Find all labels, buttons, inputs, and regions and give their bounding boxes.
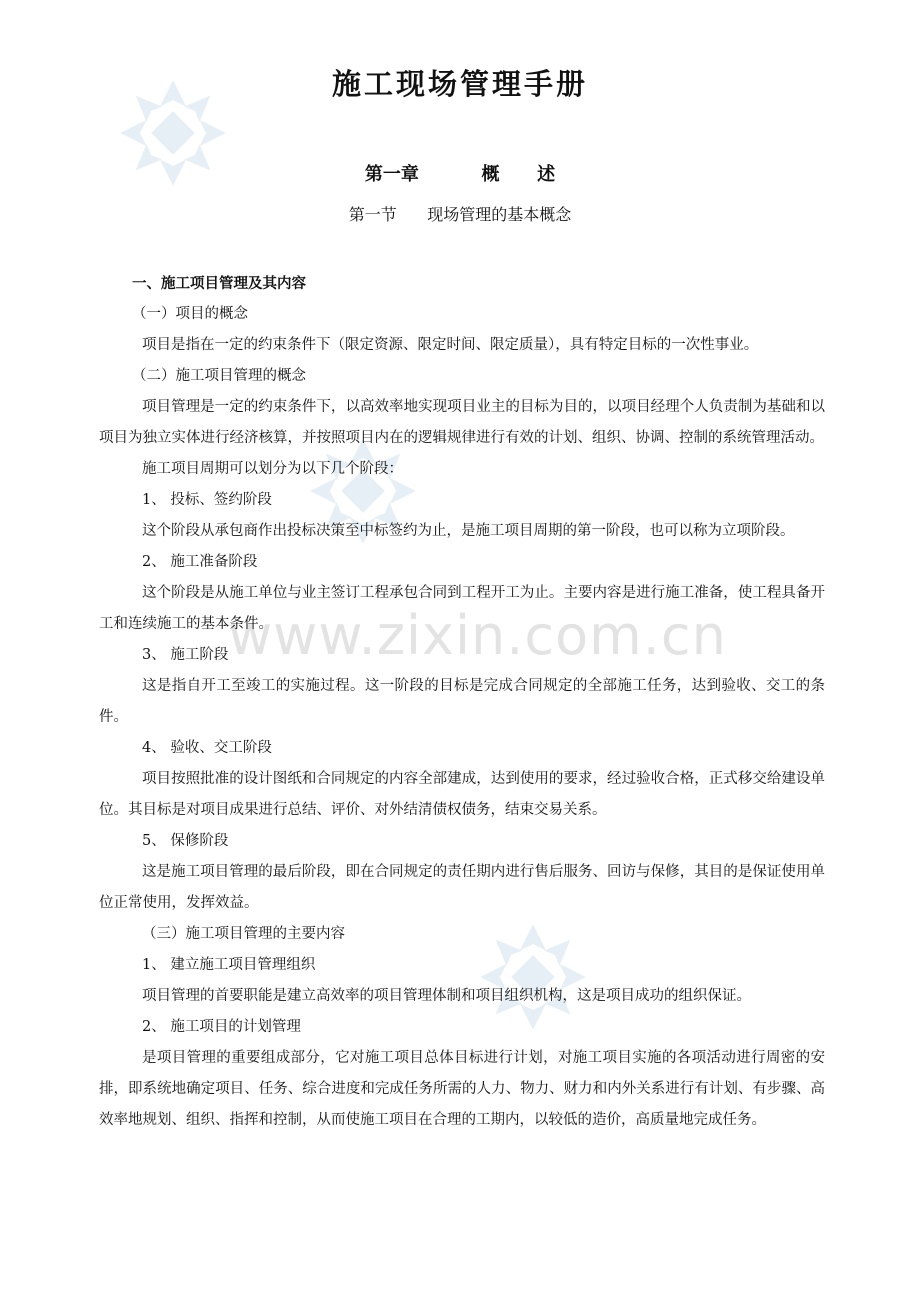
paragraph: 这个阶段从承包商作出投标决策至中标签约为止，是施工项目周期的第一阶段，也可以称为立项阶段。 bbox=[142, 523, 795, 539]
section-heading: 第一节 现场管理的基本概念 bbox=[348, 205, 572, 224]
chapter-heading: 第一章 概 述 bbox=[364, 164, 556, 185]
paragraph: 这是指自开工至竣工的实施过程。这一阶段的目标是完成合同规定的全部施工任务，达到验收、交工的条件。 bbox=[99, 678, 825, 725]
paragraph: 项目管理是一定的约束条件下，以高效率地实现项目业主的目标为目的，以项目经理个人负责制为基础和以项目为独立实体进行经济核算，并按照项目内在的逻辑规律进行有效的计划、组织、协调、控制的系统管理活动。 bbox=[99, 399, 825, 446]
paragraph: 3、 施工阶段 bbox=[142, 647, 229, 663]
document-body bbox=[99, 268, 825, 1136]
watermark-text: www.zixin.com.cn bbox=[228, 604, 727, 667]
paragraph: 项目是指在一定的约束条件下（限定资源、限定时间、限定质量），具有特定目标的一次性事业。 bbox=[142, 337, 759, 353]
paragraph: 2、 施工项目的计划管理 bbox=[142, 1019, 301, 1035]
paragraph: 这个阶段是从施工单位与业主签订工程承包合同到工程开工为止。主要内容是进行施工准备，使工程具备开工和连续施工的基本条件。 bbox=[99, 585, 825, 632]
paragraph: （二）施工项目管理的概念 bbox=[132, 368, 306, 384]
paragraph: （一）项目的概念 bbox=[132, 306, 248, 322]
paragraph: 项目按照批准的设计图纸和合同规定的内容全部建成，达到使用的要求，经过验收合格，正式移交给建设单位。其目标是对项目成果进行总结、评价、对外结清债权债务，结束交易关系。 bbox=[99, 771, 825, 818]
paragraph: 是项目管理的重要组成部分，它对施工项目总体目标进行计划，对施工项目实施的各项活动进行周密的安排，即系统地确定项目、任务、综合进度和完成任务所需的人力、物力、财力和内外关系进行有计划、有步骤、高效率地规划、组织、指挥和控制，从而使施工项目在合理的工期内，以较低的造价，高质量地完成任务。 bbox=[99, 1050, 825, 1128]
paragraph: 2、 施工准备阶段 bbox=[142, 554, 258, 570]
paragraph: （三）施工项目管理的主要内容 bbox=[142, 926, 345, 942]
paragraph: 项目管理的首要职能是建立高效率的项目管理体制和项目组织机构，这是项目成功的组织保证。 bbox=[142, 988, 751, 1004]
paragraph: 4、 验收、交工阶段 bbox=[142, 740, 272, 756]
paragraph: 5、 保修阶段 bbox=[142, 833, 229, 849]
paragraph: 1、 建立施工项目管理组织 bbox=[142, 957, 316, 973]
paragraph: 施工项目周期可以划分为以下几个阶段： bbox=[142, 461, 403, 477]
document-title: 施工现场管理手册 bbox=[331, 67, 588, 101]
paragraph: 这是施工项目管理的最后阶段，即在合同规定的责任期内进行售后服务、回访与保修，其目的是保证使用单位正常使用，发挥效益。 bbox=[99, 864, 825, 911]
paragraph: 1、 投标、签约阶段 bbox=[142, 492, 272, 508]
paragraph: 一、施工项目管理及其内容 bbox=[132, 275, 306, 292]
